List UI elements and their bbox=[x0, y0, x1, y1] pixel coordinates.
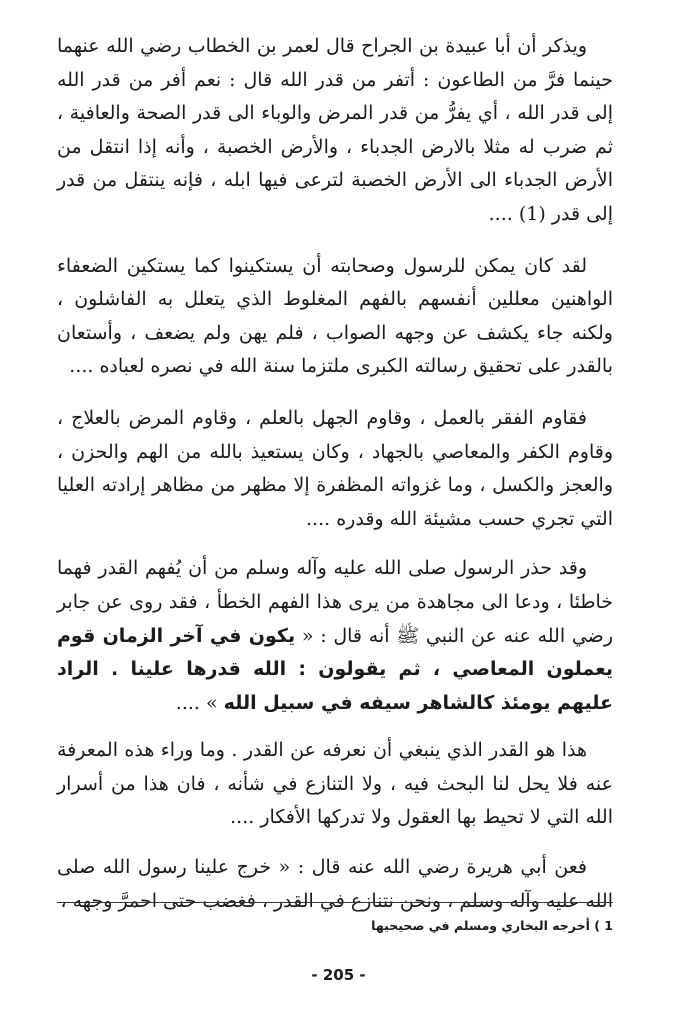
paragraph-5: هذا هو القدر الذي ينبغي أن نعرفه عن القدر . وما وراء هذه المعرفة عنه فلا يحل لنا البحث فيه ، ولا التنازع في شأنه ، فان هذا من أسرار الله التي لا تحيط بها العقول ولا تدركها الأفكار .... bbox=[57, 739, 613, 829]
hadith-quote: يكون في آخر الزمان قوم يعملون المعاصي ، ثم يقولون : الله قدرها علينا . الراد عليهم يومئذ كالشاهر سيفه في سبيل الله bbox=[57, 624, 613, 714]
paragraph-4-intro: وقد حذر الرسول صلى الله عليه وآله وسلم من أن يُفهم القدر فهما خاطئا ، ودعا الى مجاهدة من يرى هذا الفهم الخطأ ، فقد روى عن جابر رضي الله عنه عن النبي ﷺ أنه قال : « bbox=[57, 557, 613, 647]
footnote-divider bbox=[57, 902, 613, 903]
page-body bbox=[57, 30, 613, 918]
page-number: - 205 - bbox=[311, 966, 366, 984]
paragraph-4 bbox=[57, 552, 613, 720]
paragraph-6: فعن أبي هريرة رضي الله عنه قال : « خرج علينا رسول الله صلى الله عليه وآله وسلم ، ونحن نتنازع في القدر ، فغضب حتى احمرَّ وجهه ، bbox=[57, 856, 613, 912]
paragraph-4-outro: » .... bbox=[175, 691, 224, 714]
footnote: 1 ) أخرجه البخاري ومسلم في صحيحيها bbox=[371, 918, 613, 933]
paragraph-2: لقد كان يمكن للرسول وصحابته أن يستكينوا كما يستكين الضعفاء الواهنين معللين أنفسهم بالفهم المغلوط الذي يتعلل به الفاشلون ، ولكنه جاء يكشف عن وجهه الصواب ، فلم يهن ولم يضعف ، وأستعان بالقدر على تحقيق رسالته الكبرى ملتزما سنة الله في نصره لعباده .... bbox=[57, 254, 613, 378]
paragraph-1: ويذكر أن أبا عبيدة بن الجراح قال لعمر بن الخطاب رضي الله عنهما حينما فرَّ من الطاعون : أتفر من قدر الله قال : نعم أفر من قدر الله إلى قدر الله ، أي يفرُّ من قدر المرض والوباء الى قدر الصحة والعافية ، ثم ضرب له مثلا بالارض الجدباء ، والأرض الخصبة ، وأنه إذا انتقل من الأرض الجدباء الى الأرض الخصبة لترعى فيها ابله ، فإنه ينتقل من قدر إلى قدر (1) .... bbox=[57, 35, 613, 225]
paragraph-3: فقاوم الفقر بالعمل ، وقاوم الجهل بالعلم ، وقاوم المرض بالعلاج ، وقاوم الكفر والمعاصي بالجهاد ، وكان يستعيذ بالله من الهم والحزن ، والعجز والكسل ، وما غزواته المظفرة إلا مظهر من مظاهر إرادته العليا التي تجري حسب مشيئة الله وقدره .... bbox=[57, 406, 613, 530]
